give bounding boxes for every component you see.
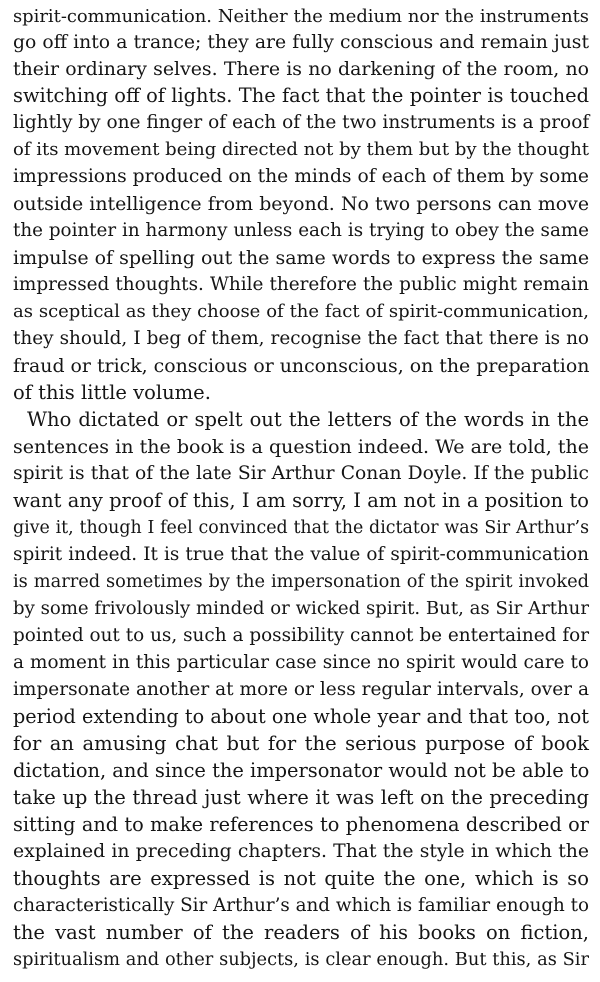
- text-line: dictation, and since the impersonator would not be able to: [13, 759, 590, 782]
- text-line: impulse of spelling out the same words to express the same: [13, 247, 590, 269]
- text-line: of its movement being directed not by them but by the thought: [13, 139, 590, 160]
- text-line: thoughts are expressed is not quite the one, which is so: [13, 867, 589, 890]
- text-line: spirit indeed. It is true that the value of spirit-communication: [13, 544, 589, 565]
- text-line: characteristically Sir Arthur’s and which is familiar enough to: [13, 895, 589, 916]
- text-line: pointed out to us, such a possibility cannot be entertained for: [13, 625, 589, 646]
- text-line: spirit is that of the late Sir Arthur Conan Doyle. If the public: [13, 463, 589, 484]
- text-line: period extending to about one whole year and that too, not: [13, 705, 589, 728]
- text-line: a moment in this particular case since no spirit would care to: [13, 652, 589, 673]
- text-line: give it, though I feel convinced that the dictator was Sir Arthur’s: [13, 518, 589, 538]
- text-line: take up the thread just where it was left on the preceding: [13, 786, 589, 809]
- text-line: impressed thoughts. While therefore the public might remain: [13, 274, 589, 295]
- text-line: spirit-communication. Neither the medium nor the instruments: [13, 6, 589, 27]
- text-line: impersonate another at more or less regular intervals, over a: [13, 679, 589, 700]
- paragraph-end-line: of this little volume.: [13, 381, 211, 404]
- text-line: explained in preceding chapters. That the style in which the: [13, 841, 589, 862]
- text-line: impressions produced on the minds of each of them by some: [13, 166, 589, 187]
- text-line: sentences in the book is a question indeed. We are told, the: [13, 436, 589, 458]
- text-line: fraud or trick, conscious or unconscious, on the preparation: [13, 355, 590, 377]
- text-line: want any proof of this, I am sorry, I am not in a position to: [13, 489, 589, 512]
- text-line: outside intelligence from beyond. No two persons can move: [13, 193, 589, 215]
- text-line: go off into a trance; they are fully conscious and remain just: [13, 32, 589, 53]
- text-line: for an amusing chat but for the serious purpose of book: [13, 732, 589, 755]
- text-line: the pointer in harmony unless each is trying to obey the same: [13, 220, 589, 241]
- text-line: the vast number of the readers of his books on fiction,: [13, 921, 589, 944]
- text-line: spiritualism and other subjects, is clear enough. But this, as Sir: [13, 949, 589, 970]
- text-line: by some frivolously minded or wicked spirit. But, as Sir Arthur: [13, 598, 589, 619]
- text-line: they should, I beg of them, recognise the fact that there is no: [13, 328, 589, 349]
- text-line: sitting and to make references to phenomena described or: [13, 813, 589, 836]
- text-line: switching off of lights. The fact that the pointer is touched: [13, 84, 589, 107]
- text-line: their ordinary selves. There is no darkening of the room, no: [13, 58, 589, 80]
- text-line: as sceptical as they choose of the fact of spirit-communication,: [13, 301, 589, 322]
- text-line: lightly by one finger of each of the two instruments is a proof: [13, 112, 590, 133]
- text-line: is marred sometimes by the impersonation of the spirit invoked: [13, 571, 589, 592]
- paragraph-start-line: Who dictated or spelt out the letters of the words in the: [27, 408, 589, 431]
